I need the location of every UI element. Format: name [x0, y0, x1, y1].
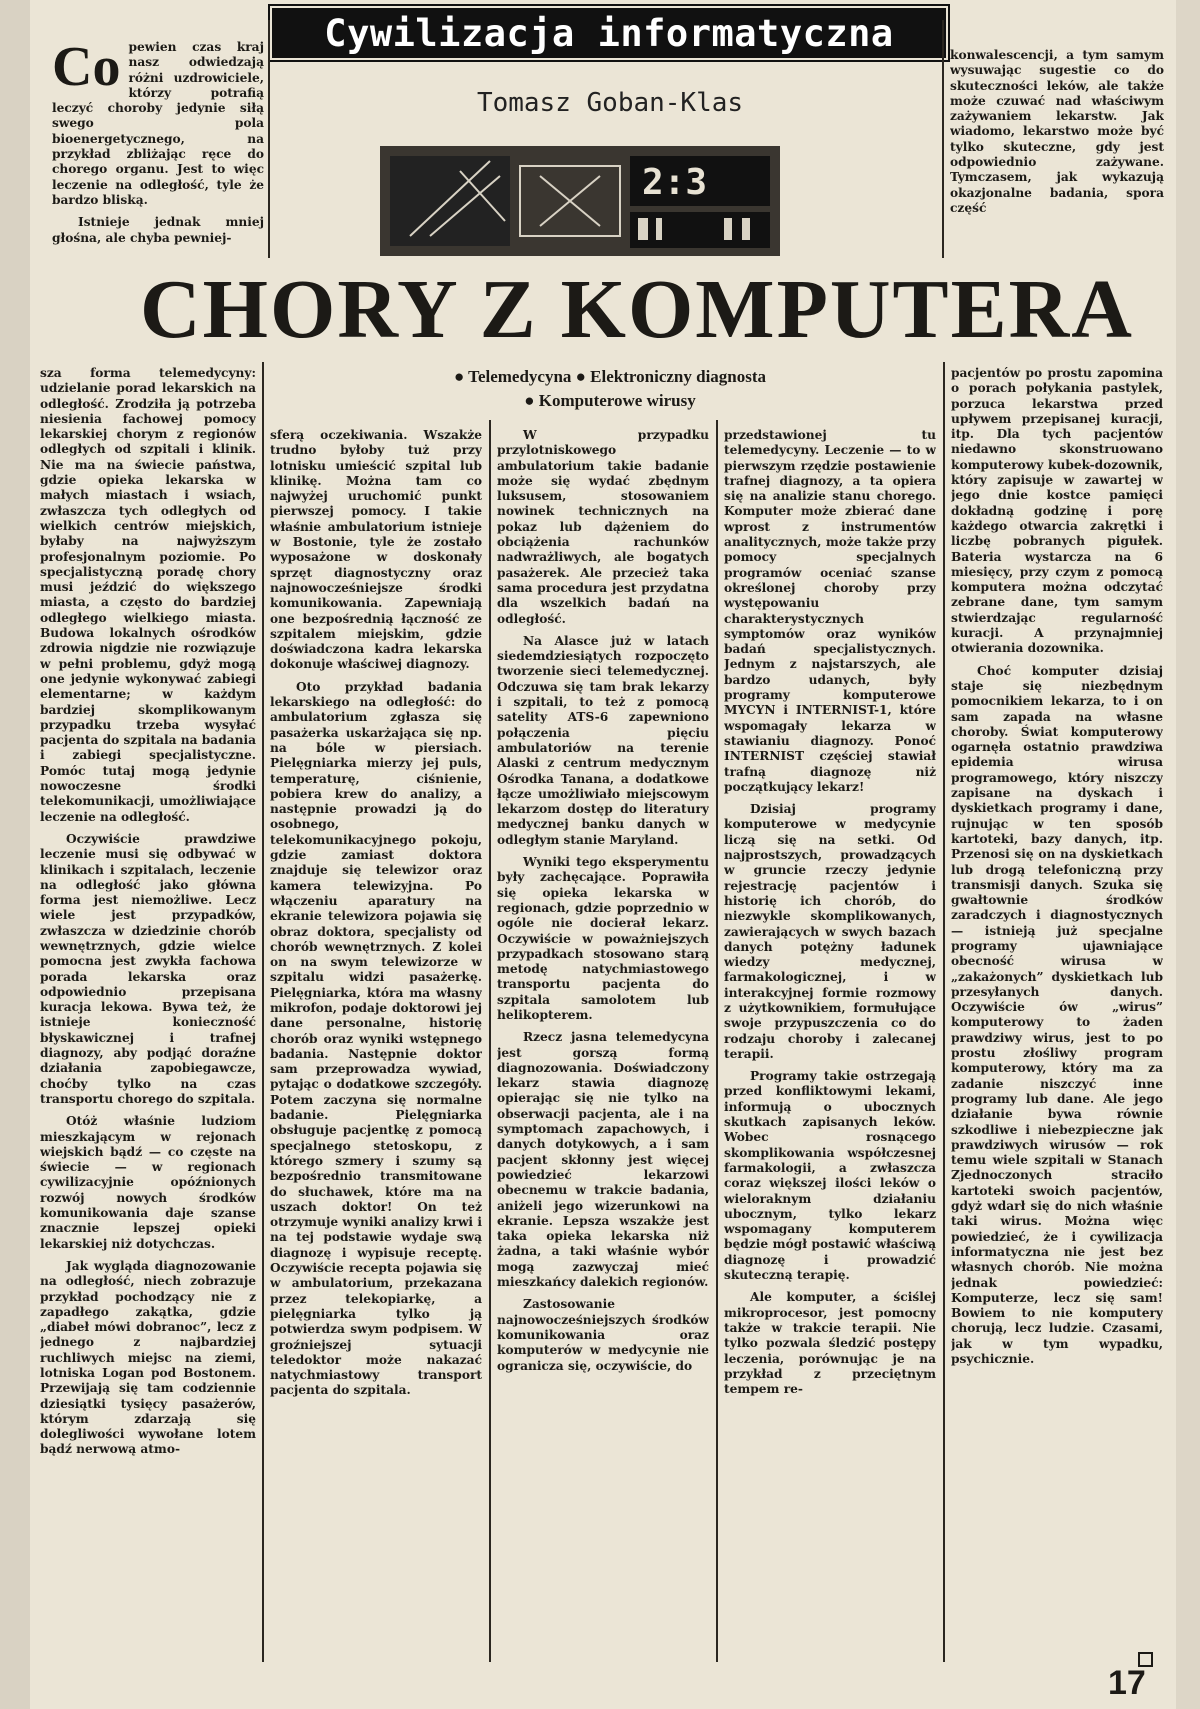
column-2 — [270, 428, 482, 1662]
column-1 — [40, 366, 256, 1662]
paragraph: Wyniki tego eksperymentu były zachęcające. Poprawiła się opieka lekarska w regionach, gdzie poprzednio w ogóle nie docierał lekarz. Oczywiście w poważniejszych przypadkach stosowano starą metodę natychmiastowego transportu pacjenta do szpitala samolotem lub helikopterem. — [497, 855, 709, 1022]
subhead-1: ● Telemedycyna ● Elektroniczny diagnosta — [453, 367, 767, 386]
author-byline: Tomasz Goban-Klas — [476, 88, 744, 118]
paragraph: Ale komputer, a ściślej mikroprocesor, jest pomocny także w trakcie terapii. Nie tylko pozwala śledzić postępy leczenia, porównując je na przykład z przeciętnym tempem re- — [724, 1290, 936, 1397]
paragraph: Oczywiście prawdziwe leczenie musi się odbywać w klinikach i szpitalach, leczenie na odległość jako główna forma jest niemożliwe. Lecz wiele jest przypadków, zwłaszcza w dziedzinie chorób wewnętrznych, gdzie wielce pomocna jest zwykła fachowa porada lekarska oraz odpowiednio przepisana kuracja lekowa. Bywa też, że istnieje konieczność błyskawicznej i trafnej diagnozy, aby podjąć doraźne działania zapobiegawcze, choćby tylko na czas transportu chorego do szpitala. — [40, 831, 256, 1106]
left-page-edge — [0, 0, 30, 1709]
paragraph: Jak wygląda diagnozowanie na odległość, niech zobrazuje przykład pochodzący nie z zapadłego zakątka, gdzie „diabeł mówi dobranoc”, lecz z jednego z najbardziej ruchliwych miejsc na ziemi, lotniska Logan pod Bostonem. Przewijają się tam codziennie dziesiątki tysięcy pasażerów, którym zdarzają się dolegliwości wywołane lotem bądź nerwową atmo- — [40, 1258, 256, 1457]
paragraph: konwalescencji, a tym samym wysuwając sugestie co do skuteczności leków, ale także może czuwać nad właściwym zażywaniem lekarstw. Jak wiadomo, lekarstwo może być tylko skuteczne, gdy jest odpowiednio zażywane. Tymczasem, jak wykazują okazjonalne badania, spora część — [950, 48, 1164, 215]
satellite-computer-drawing — [380, 126, 780, 256]
paragraph: pacjentów po prostu zapomina o porach połykania pastylek, porzuca lekarstwa przed upływem przepisanej kuracji, itp. Dla tych pacjentów niedawno skonstruowano komputerowy kubek-dozownik, który zapisuje w zawartej w jego dnie kostce pamięci dokładną godzinę i porę każdego otwarcia zakrętki i liczbę pobranych pigułek. Bateria wystarcza na 6 miesięcy, przy czym z pomocą komputera można odczytać zebrane dane, tym samym stwierdzając regularność kuracji. A przynajmniej otwierania dozownika. — [951, 366, 1163, 656]
column-4 — [724, 428, 936, 1662]
rubric-banner: Cywilizacja informatyczna — [272, 8, 946, 58]
intro-column — [52, 40, 264, 258]
paragraph: Otóż właśnie ludziom mieszkającym w rejonach wiejskich bądź — co częste na świecie — w regionach cywilizacyjnie opóźnionych rozwój nowych środków komunikowania daje szanse znacznie lepszej opieki lekarskiej niż dotychczas. — [40, 1114, 256, 1251]
column-5 — [951, 366, 1163, 1662]
column-rule — [489, 420, 491, 1662]
drop-cap: Co — [52, 40, 121, 98]
paragraph: przedstawionej tu telemedycyny. Leczenie — to w pierwszym rzędzie postawienie trafnej diagnozy, a ta opiera się na analizie stanu chorego. Komputer może zbierać dane wprost z instrumentów analitycznych, może także przy pomocy specjalnych programów oceniać szanse określonej choroby przy występowaniu charakterystycznych symptomów oraz wyników badań specjalistycznych. Jednym z najstarszych, ale bardzo udanych, były programy komputerowe MYCYN i INTERNIST-1, które wspomagały lekarza w stawianiu diagnozy. Ponoć INTERNIST częściej stawiał trafną diagnozę niż początkujący lekarz! — [724, 428, 936, 794]
column-rule — [942, 20, 944, 258]
paragraph: Programy takie ostrzegają przed konfliktowymi lekami, informują o ubocznych skutkach zapisanych leków. Wobec rosnącego skomplikowania współczesnej farmakologii, a zwłaszcza coraz większej ilości leków o wieloraknym działaniu ubocznym, tylko lekarz wspomagany komputerem będzie mógł postawić właściwą diagnozę i prowadzić skuteczną terapię. — [724, 1069, 936, 1283]
column-rule — [716, 420, 718, 1662]
column-rule — [262, 362, 264, 1662]
paragraph: sferą oczekiwania. Wszakże trudno byłoby tuż przy lotnisku umieścić szpital lub klinikę. Można tam co najwyżej uruchomić punkt pierwszej pomocy. I takie właśnie ambulatorium istnieje w Bostonie, tyle że zostało wyposażone w doskonały sprzęt diagnostyczny oraz najnowocześniejsze środki komunikowania. Zapewniają one bezpośrednią łączność ze szpitalem miejskim, gdzie doświadczona kadra lekarska dokonuje właściwej diagnozy. — [270, 428, 482, 672]
paragraph: Choć komputer dzisiaj staje się niezbędnym pomocnikiem lekarza, to i on sam zapada na własne choroby. Świat komputerowy ogarnęła ostatnio prawdziwa epidemia wirusa programowego, który niszczy zapisane na dyskach i dyskietkach programy i dane, rujnując w ten sposób kartoteki, bazy danych, itp. Przenosi się on na dyskietkach lub drogą telefoniczną przy transmisji danych. Szuka się gwałtownie środków zaradczych i diagnostycznych — istnieją już specjalne programy ujawniające obecność wirusa w „zakażonych” dyskietkach lub przesyłanych danych. Oczywiście ów „wirus” komputerowy to żaden prawdziwy wirus, jest to po prostu złośliwy program komputerowy, który ma za zadanie niszczyć inne programy lub dane. Ale jego działanie bywa równie szkodliwe i niebezpieczne jak prawdziwych wirusów — rok temu wiele szpitali w Stanach Zjednoczonych straciło kartoteki swoich pacjentów, gdyż wdarł się do nich właśnie taki wirus. Można więc powiedzieć, że i cywilizacja informatyczna nie jest bez własnych chorób. Nie można jednak powiedzieć: Komputerze, lecz się sam! Bowiem to nie komputery chorują, lecz ludzie. Czasami, jak w tym wypadku, psychicznie. — [951, 663, 1163, 1366]
headline: CHORY Z KOMPUTERA — [140, 263, 1134, 356]
computer-illustration — [380, 126, 780, 256]
top-right-column — [950, 48, 1164, 260]
paragraph: Dzisiaj programy komputerowe w medycynie liczą się na setki. Od najprostszych, prowadzących w gruncie rzeczy jedynie rejestrację pacjentów i historię ich chorób, do niezwykle skomplikowanych, zawierających w swych bazach danych potężny ładunek wiedzy medycznej, farmakologicznej, i w interakcyjnej formie rozmowy z użytkownikiem, formułujące swoje przypuszczenia co do rodzaju choroby i zalecanej terapii. — [724, 802, 936, 1061]
column-3 — [497, 428, 709, 1662]
paragraph: pewien czas kraj nasz odwiedzają różni uzdrowiciele, którzy potrafią leczyć choroby jedynie siłą swego pola bioenergetycznego, na przykład zbliżając ręce do chorego organu. Jest to więc leczenie na odległość, tyle że bardzo bliską. — [52, 40, 264, 207]
paragraph: Oto przykład badania lekarskiego na odległość: do ambulatorium zgłasza się pasażerka uskarżająca się np. na bóle w piersiach. Pielęgniarka mierzy jej puls, temperaturę, ciśnienie, pobiera krew do analizy, a następnie prowadzi ją do osobnego, telekomunikacyjnego pokoju, gdzie zamiast doktora znajduje się telewizor oraz kamera telewizyjna. Po włączeniu aparatury na ekranie telewizora pojawia się obraz doktora, specjalisty od chorób wewnętrznych. Z kolei on na swym telewizorze w szpitalu widzi pasażerkę. Pielęgniarka, która ma własny mikrofon, podaje doktorowi jej dane personalne, historię chorób oraz wyniki wstępnego badania. Następnie doktor sam przeprowadza wywiad, pytając o dodatkowe szczegóły. Potem zaczyna się normalne badanie. Pielęgniarka obsługuje pacjentkę z pomocą specjalnego stetoskopu, z którego szmery i szumy są bezpośrednio transmitowane do słuchawek, które ma na uszach doktor! On też otrzymuje wyniki analizy krwi i na tej podstawie wydaje swą diagnozę i wypisuje receptę. Oczywiście recepta pojawia się w ambulatorium, przekazana przez telekopiarkę, a pielęgniarka tylko ją potwierdza swym podpisem. W groźniejszej sytuacji teledoktor może nakazać natychmiastowy transport pacjenta do szpitala. — [270, 679, 482, 1398]
paragraph: sza forma telemedycyny: udzielanie porad lekarskich na odległość. Zrodziła ją potrzeba niesienia fachowej pomocy lekarskiej chorym z regionów odległych od szpitali i klinik. Nie ma na świecie państwa, gdzie opieka lekarska w małych miastach i wsiach, zwłaszcza tych odległych od wielkich centrów miejskich, byłaby na najwyższym profesjonalnym poziomie. Po specjalistyczną poradę chory musi jeździć do większego miasta, a często do bardziej odległego wielkiego miasta. Budowa lokalnych ośrodków zdrowia nigdzie nie rozwiązuje w pełni problemu, gdyż mogą one jedynie wykonywać zabiegi elementarne; w każdym bardziej skomplikowanym przypadku trzeba wysyłać pacjenta do szpitala na badania i zabiegi specjalistyczne. Pomóc tutaj mogą jedynie nowoczesne środki telekomunikacji, umożliwiające leczenie na odległość. — [40, 366, 256, 824]
paragraph: Zastosowanie najnowocześniejszych środków komunikowania oraz komputerów w medycynie nie ogranicza się, oczywiście, do — [497, 1297, 709, 1373]
page-number: 17 — [1108, 1664, 1146, 1702]
paragraph: W przypadku przylotniskowego ambulatorium takie badanie może się wydać zbędnym luksusem, stosowaniem nowinek technicznych na pokaz lub dążeniem do obciążenia rachunków nadwrażliwych, ale bogatych pasażerek. Ale przecież taka sama procedura jest przydatna dla wszelkich badań na odległość. — [497, 428, 709, 626]
right-page-edge — [1176, 0, 1200, 1709]
paragraph: Na Alasce już w latach siedemdziesiątych rozpoczęto tworzenie sieci telemedycznej. Odczuwa się tam brak lekarzy i szpitali, to też z pomocą satelity ATS-6 zapewniono połączenia pięciu ambulatoriów na terenie Alaski z centrum medycznym Ośrodka Tanana, a dodatkowe łącze umożliwiało miejscowym lekarzom dostęp do literatury medycznej banku danych w odległym stanie Maryland. — [497, 633, 709, 847]
paragraph: Rzecz jasna telemedycyna jest gorszą formą diagnozowania. Doświadczony lekarz stawia diagnozę opierając się nie tylko na obserwacji pacjenta, ale i na symptomach zapachowych, i danych dotykowych, a i sam pacjent skłonny jest więcej powiedzieć lekarzowi obecnemu w trakcie badania, aniżeli jego wizerunkowi na ekranie. Lepsza wszakże jest taka opieka lekarska niż żadna, a taki właśnie wybór mogą zazwyczaj mieć mieszkańcy dalekich regionów. — [497, 1030, 709, 1290]
column-rule — [943, 362, 945, 1662]
paragraph: Istnieje jednak mniej głośna, ale chyba pewniej- — [52, 215, 264, 245]
subhead-2: ● Komputerowe wirusy — [524, 391, 696, 410]
column-rule — [268, 20, 270, 258]
svg-text:2:3: 2:3 — [642, 162, 708, 203]
